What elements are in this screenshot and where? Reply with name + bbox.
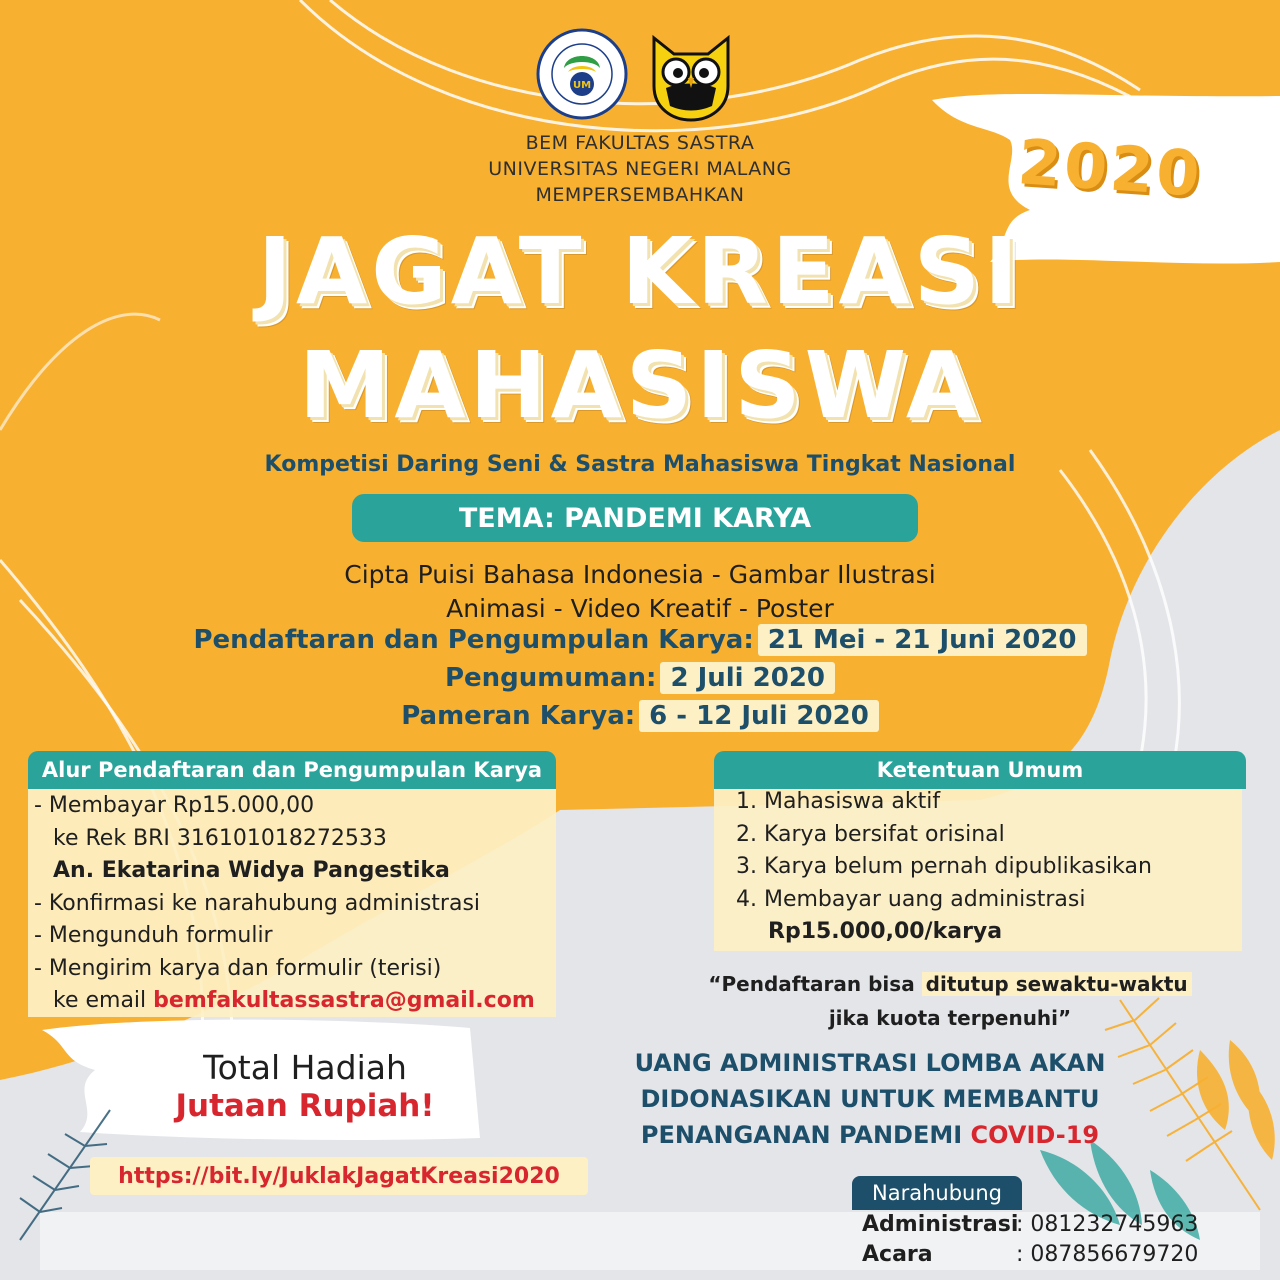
flow-item-2: - Konfirmasi ke narahubung administrasi — [34, 890, 481, 916]
donation-line-2: DIDONASIKAN UNTUK MEMBANTU — [640, 1085, 1100, 1113]
flow-item-1: - Membayar Rp15.000,00 — [34, 793, 315, 818]
rule-item-2: 2. Karya bersifat orisinal — [736, 821, 1005, 847]
contact-admin-phone[interactable]: : 081232745963 — [1016, 1212, 1199, 1237]
flow-list — [34, 790, 554, 1018]
flow-item-4: - Mengirim karya dan formulir (terisi) — [34, 955, 442, 981]
logo-initials: UM — [572, 80, 592, 91]
announcement-date-row — [0, 662, 1280, 694]
registration-label: Pendaftaran dan Pengumpulan Karya: — [193, 625, 754, 655]
organizer-line-1: BEM FAKULTAS SASTRA — [525, 132, 755, 154]
owl-logo — [644, 26, 738, 122]
contact-event-label: Acara — [862, 1242, 933, 1267]
event-year: 2020 — [1015, 125, 1205, 211]
flow-item-4-email-row — [34, 985, 554, 1018]
organizer-line-2: UNIVERSITAS NEGERI MALANG — [488, 158, 792, 180]
donation-covid: COVID-19 — [970, 1121, 1100, 1149]
announcement-value: 2 Juli 2020 — [660, 662, 835, 694]
guideline-link[interactable]: https://bit.ly/JuklakJagatKreasi2020 — [90, 1157, 588, 1195]
organizer-line-3: MEMPERSEMBAHKAN — [535, 184, 745, 206]
donation-line-3-text: PENANGANAN PANDEMI — [640, 1121, 963, 1149]
announcement-label: Pengumuman: — [444, 663, 657, 693]
exhibition-label: Pameran Karya: — [401, 701, 636, 731]
rules-list — [736, 786, 1236, 949]
contact-event-phone[interactable]: : 087856679720 — [1016, 1242, 1199, 1267]
flow-email-prefix: ke email — [53, 988, 147, 1013]
quote-part-1: “Pendaftaran bisa — [708, 972, 915, 996]
rule-item-4: 4. Membayar uang administrasi — [736, 886, 1086, 912]
quote-line-1 — [640, 972, 1260, 996]
registration-date-row — [0, 624, 1280, 656]
flow-item-1-holder: An. Ekatarina Widya Pangestika — [53, 858, 450, 883]
prize-label: Total Hadiah — [203, 1048, 407, 1087]
quote-line-2: jika kuota terpenuhi” — [828, 1006, 1072, 1030]
donation-line-1: UANG ADMINISTRASI LOMBA AKAN — [634, 1049, 1106, 1077]
event-subtitle: Kompetisi Daring Seni & Sastra Mahasiswa Tingkat Nasional — [264, 452, 1016, 477]
contact-heading: Narahubung — [852, 1176, 1022, 1210]
categories-line-1: Cipta Puisi Bahasa Indonesia - Gambar Ilustrasi — [344, 560, 936, 589]
rules-heading: Ketentuan Umum — [714, 751, 1246, 789]
flow-heading: Alur Pendaftaran dan Pengumpulan Karya — [28, 751, 556, 789]
title-line-1: JAGAT KREASI — [257, 218, 1023, 325]
categories-line-2: Animasi - Video Kreatif - Poster — [446, 594, 834, 623]
quote-highlight: ditutup sewaktu-waktu — [922, 972, 1192, 996]
exhibition-value: 6 - 12 Juli 2020 — [639, 700, 879, 732]
donation-line-3 — [560, 1118, 1180, 1153]
rule-item-1: 1. Mahasiswa aktif — [736, 789, 941, 814]
university-logo — [536, 28, 628, 120]
registration-value: 21 Mei - 21 Juni 2020 — [758, 624, 1087, 656]
rule-item-4-fee: Rp15.000,00/karya — [768, 919, 1003, 944]
flow-item-3: - Mengunduh formulir — [34, 923, 273, 948]
exhibition-date-row — [0, 700, 1280, 732]
title-line-2: MAHASISWA — [298, 332, 982, 439]
rule-item-3: 3. Karya belum pernah dipublikasikan — [736, 854, 1152, 879]
flow-item-1-account: ke Rek BRI 316101018272533 — [53, 825, 387, 851]
contact-admin-label: Administrasi — [862, 1212, 1019, 1237]
theme-badge: TEMA: PANDEMI KARYA — [352, 494, 918, 542]
prize-value: Jutaan Rupiah! — [175, 1088, 435, 1124]
contact-email-link[interactable]: bemfakultassastra@gmail.com — [153, 988, 535, 1013]
